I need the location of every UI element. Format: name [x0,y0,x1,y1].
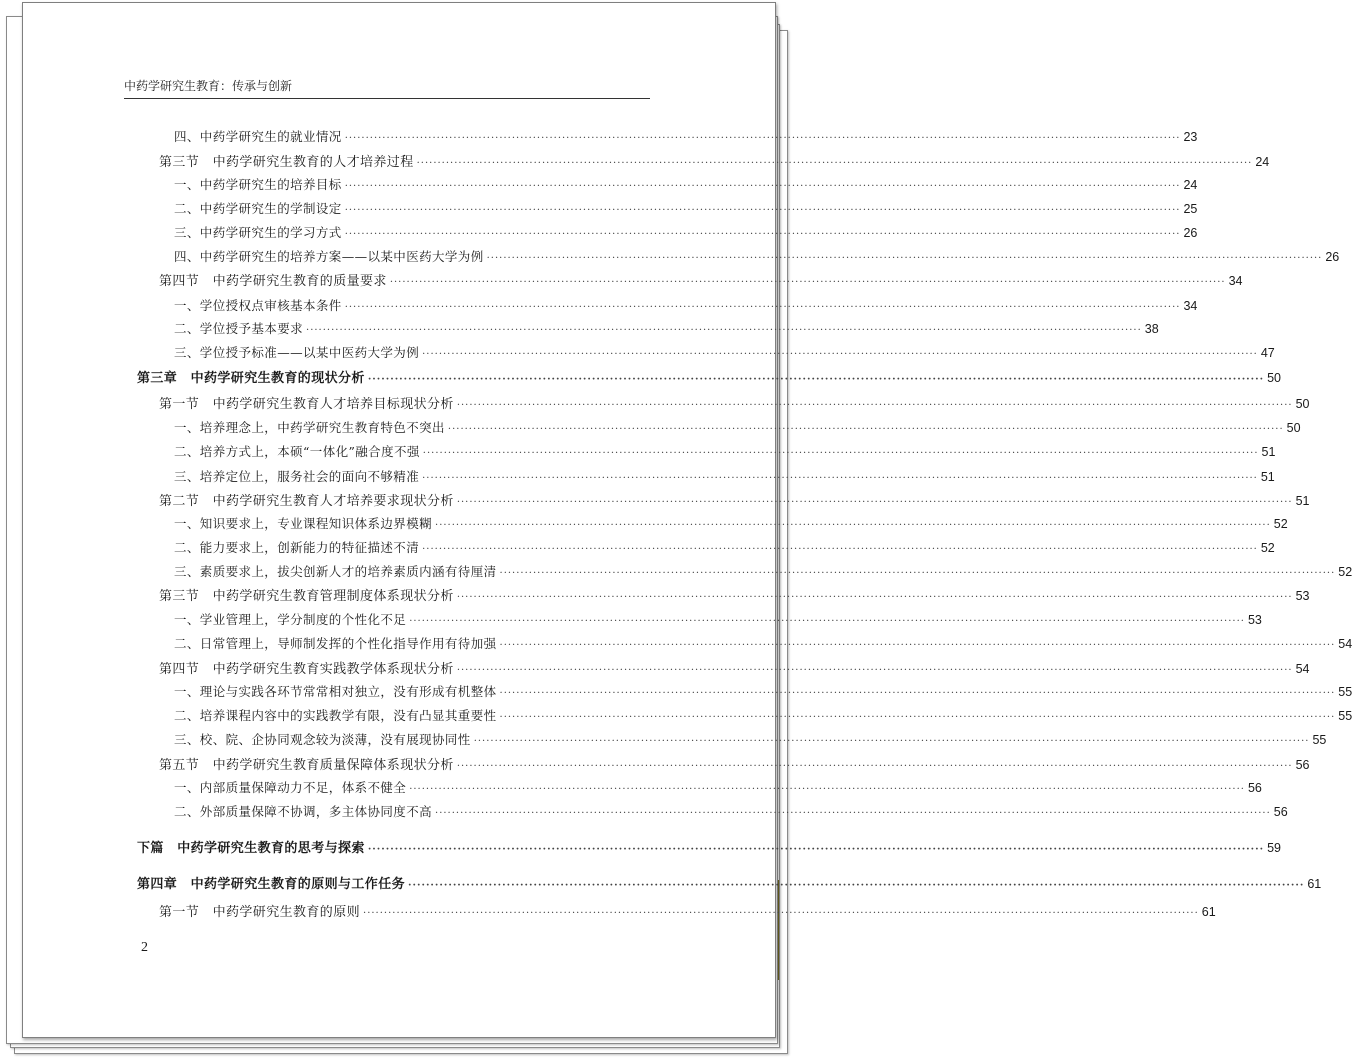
dot-leader: ········································································································································································································ [456,497,1293,508]
toc-entry-page-number: 54 [1338,637,1352,651]
toc-entry-title: 三、校、院、企协同观念较为淡薄，没有展现协同性 [174,732,471,747]
dot-leader: ········································································································································································································ [344,229,1181,240]
dot-leader: ········································································································································································································ [422,544,1258,555]
toc-entry-title: 第一节 中药学研究生教育人才培养目标现状分析 [159,397,454,412]
toc-entry[interactable] [159,393,1310,415]
toc-entry-page-number: 34 [1183,299,1198,313]
toc-entry-title: 一、学业管理上，学分制度的个性化不足 [174,612,407,627]
toc-entry-page-number: 24 [1255,155,1270,169]
dot-leader: ········································································································································································································ [456,665,1293,676]
toc-entry-page-number: 56 [1247,781,1262,795]
toc-entry-title: 第四节 中药学研究生教育实践教学体系现状分析 [159,662,454,677]
dot-leader: ········································································································································································································ [456,592,1293,603]
toc-entry[interactable] [174,295,1198,317]
toc-entry[interactable] [174,246,1340,268]
dot-leader: ········································································································································································································ [306,325,1142,336]
toc-entry[interactable] [137,367,1282,389]
toc-entry-page-number: 52 [1273,517,1288,531]
toc-entry-title: 一、知识要求上，专业课程知识体系边界模糊 [174,516,433,531]
dot-leader: ········································································································································································································ [422,349,1258,360]
toc-entry-title: 二、能力要求上，创新能力的特征描述不清 [174,540,420,555]
toc-entry-title: 一、内部质量保障动力不足，体系不健全 [174,780,407,795]
toc-entry-title: 三、学位授予标准——以某中医药大学为例 [174,345,420,360]
toc-entry[interactable] [174,729,1327,751]
toc-entry[interactable] [174,705,1352,727]
dot-leader: ········································································································································································································ [367,374,1265,385]
toc-entry[interactable] [174,174,1198,196]
toc-entry-title: 第三章 中药学研究生教育的现状分析 [137,371,365,386]
toc-entry-page-number: 47 [1260,346,1275,360]
toc-entry-title: 一、培养理念上，中药学研究生教育特色不突出 [174,420,445,435]
toc-entry-page-number: 56 [1295,758,1310,772]
toc-entry[interactable] [174,318,1159,340]
toc-entry-page-number: 61 [1201,905,1216,919]
toc-entry-page-number: 24 [1183,178,1198,192]
toc-entry-page-number: 55 [1338,709,1352,723]
toc-entry-title: 第三节 中药学研究生教育管理制度体系现状分析 [159,589,454,604]
dot-leader: ········································································································································································································ [344,302,1181,313]
toc-entry-title: 第三节 中药学研究生教育的人才培养过程 [159,155,414,170]
toc-entry-page-number: 52 [1338,565,1352,579]
toc-entry-page-number: 26 [1183,226,1198,240]
dot-leader: ········································································································································································································ [499,688,1336,699]
dot-leader: ········································································································································································································ [363,908,1199,919]
toc-entry-page-number: 23 [1183,130,1198,144]
toc-entry-page-number: 55 [1312,733,1327,747]
dot-leader: ········································································································································································································ [499,712,1336,723]
toc-entry-page-number: 53 [1295,589,1310,603]
toc-entry-title: 三、素质要求上，拔尖创新人才的培养素质内涵有待厘清 [174,564,497,579]
dot-leader: ········································································································································································································ [389,277,1226,288]
toc-entry[interactable] [174,342,1275,364]
toc-entry-title: 四、中药学研究生的就业情况 [174,129,342,144]
dot-leader: ········································································································································································································ [473,736,1310,747]
toc-entry[interactable] [174,633,1352,655]
dot-leader: ········································································································································································································ [435,520,1271,531]
toc-entry[interactable] [159,754,1310,776]
toc-entry[interactable] [174,222,1198,244]
toc-entry-page-number: 54 [1295,662,1310,676]
toc-entry-page-number: 52 [1260,541,1275,555]
toc-entry-page-number: 59 [1267,841,1282,855]
toc-entry[interactable] [174,537,1275,559]
toc-entry[interactable] [174,513,1288,535]
toc-entry[interactable] [159,270,1243,292]
toc-entry[interactable] [137,837,1282,859]
toc-entry-title: 二、外部质量保障不协调，多主体协同度不高 [174,804,433,819]
toc-entry-title: 第一节 中药学研究生教育的原则 [159,905,361,920]
toc-entry-page-number: 61 [1307,877,1322,891]
toc-entry-page-number: 55 [1338,685,1352,699]
toc-entry[interactable] [159,585,1310,607]
dot-leader: ········································································································································································································ [499,568,1336,579]
toc-entry-page-number: 53 [1247,613,1262,627]
toc-entry[interactable] [174,561,1352,583]
toc-entry[interactable] [174,609,1262,631]
toc-entry-title: 二、中药学研究生的学制设定 [174,201,342,216]
toc-entry[interactable] [174,126,1198,148]
toc-entry-title: 二、培养课程内容中的实践教学有限，没有凸显其重要性 [174,708,497,723]
toc-entry-title: 二、日常管理上，导师制发挥的个性化指导作用有待加强 [174,636,497,651]
dot-leader: ········································································································································································································ [456,400,1293,411]
toc-entry-title: 一、理论与实践各环节常常相对独立，没有形成有机整体 [174,684,497,699]
dot-leader: ········································································································································································································ [367,844,1265,855]
toc-entry[interactable] [174,777,1262,799]
dot-leader: ········································································································································································································ [344,205,1181,216]
toc-entry[interactable] [174,681,1352,703]
dot-leader: ········································································································································································································ [422,448,1259,459]
toc-entry-title: 第二节 中药学研究生教育人才培养要求现状分析 [159,494,454,509]
dot-leader: ········································································································································································································ [447,424,1284,435]
toc-entry[interactable] [137,873,1322,895]
toc-entry-title: 三、中药学研究生的学习方式 [174,225,342,240]
dot-leader: ········································································································································································································ [486,253,1323,264]
toc-entry-page-number: 50 [1295,397,1310,411]
toc-entry-page-number: 34 [1228,274,1243,288]
page-number: 2 [141,940,148,955]
toc-entry-page-number: 56 [1273,805,1288,819]
toc-entry[interactable] [174,441,1276,463]
toc-entry-page-number: 50 [1286,421,1301,435]
toc-entry[interactable] [159,151,1270,173]
toc-entry[interactable] [174,466,1275,488]
dot-leader: ········································································································································································································ [456,761,1293,772]
dot-leader: ········································································································································································································ [408,880,1305,891]
running-header: 中药学研究生教育：传承与创新 [124,79,293,93]
toc-entry-title: 一、中药学研究生的培养目标 [174,177,342,192]
toc-entry-page-number: 26 [1325,250,1340,264]
toc-entry[interactable] [174,417,1301,439]
toc-entry[interactable] [159,658,1310,680]
dot-leader: ········································································································································································································ [422,473,1258,484]
toc-entry-title: 四、中药学研究生的培养方案——以某中医药大学为例 [174,249,484,264]
toc-entry[interactable] [159,490,1310,512]
toc-entry-title: 二、培养方式上，本硕“一体化”融合度不强 [174,444,420,459]
toc-entry-page-number: 51 [1295,494,1310,508]
dot-leader: ········································································································································································································ [344,181,1181,192]
header-rule [124,98,650,99]
toc-entry-title: 第四章 中药学研究生教育的原则与工作任务 [137,877,406,892]
dot-leader: ········································································································································································································ [435,808,1271,819]
toc-entry-title: 一、学位授权点审核基本条件 [174,298,342,313]
toc-entry-page-number: 25 [1183,202,1198,216]
toc-entry-title: 下篇 中药学研究生教育的思考与探索 [137,841,365,856]
toc-entry-title: 第四节 中药学研究生教育的质量要求 [159,274,387,289]
toc-entry-title: 第五节 中药学研究生教育质量保障体系现状分析 [159,758,454,773]
dot-leader: ········································································································································································································ [499,640,1336,651]
toc-entry-page-number: 50 [1267,371,1282,385]
toc-entry-page-number: 38 [1144,322,1159,336]
toc-entry-page-number: 51 [1261,445,1276,459]
toc-entry-title: 三、培养定位上，服务社会的面向不够精准 [174,469,420,484]
toc-entry[interactable] [174,198,1198,220]
toc-entry[interactable] [159,901,1216,923]
toc-entry-page-number: 51 [1260,470,1275,484]
dot-leader: ········································································································································································································ [344,133,1181,144]
dot-leader: ········································································································································································································ [409,784,1245,795]
dot-leader: ········································································································································································································ [409,616,1245,627]
toc-entry-title: 二、学位授予基本要求 [174,321,304,336]
dot-leader: ········································································································································································································ [416,158,1253,169]
toc-entry[interactable] [174,801,1288,823]
